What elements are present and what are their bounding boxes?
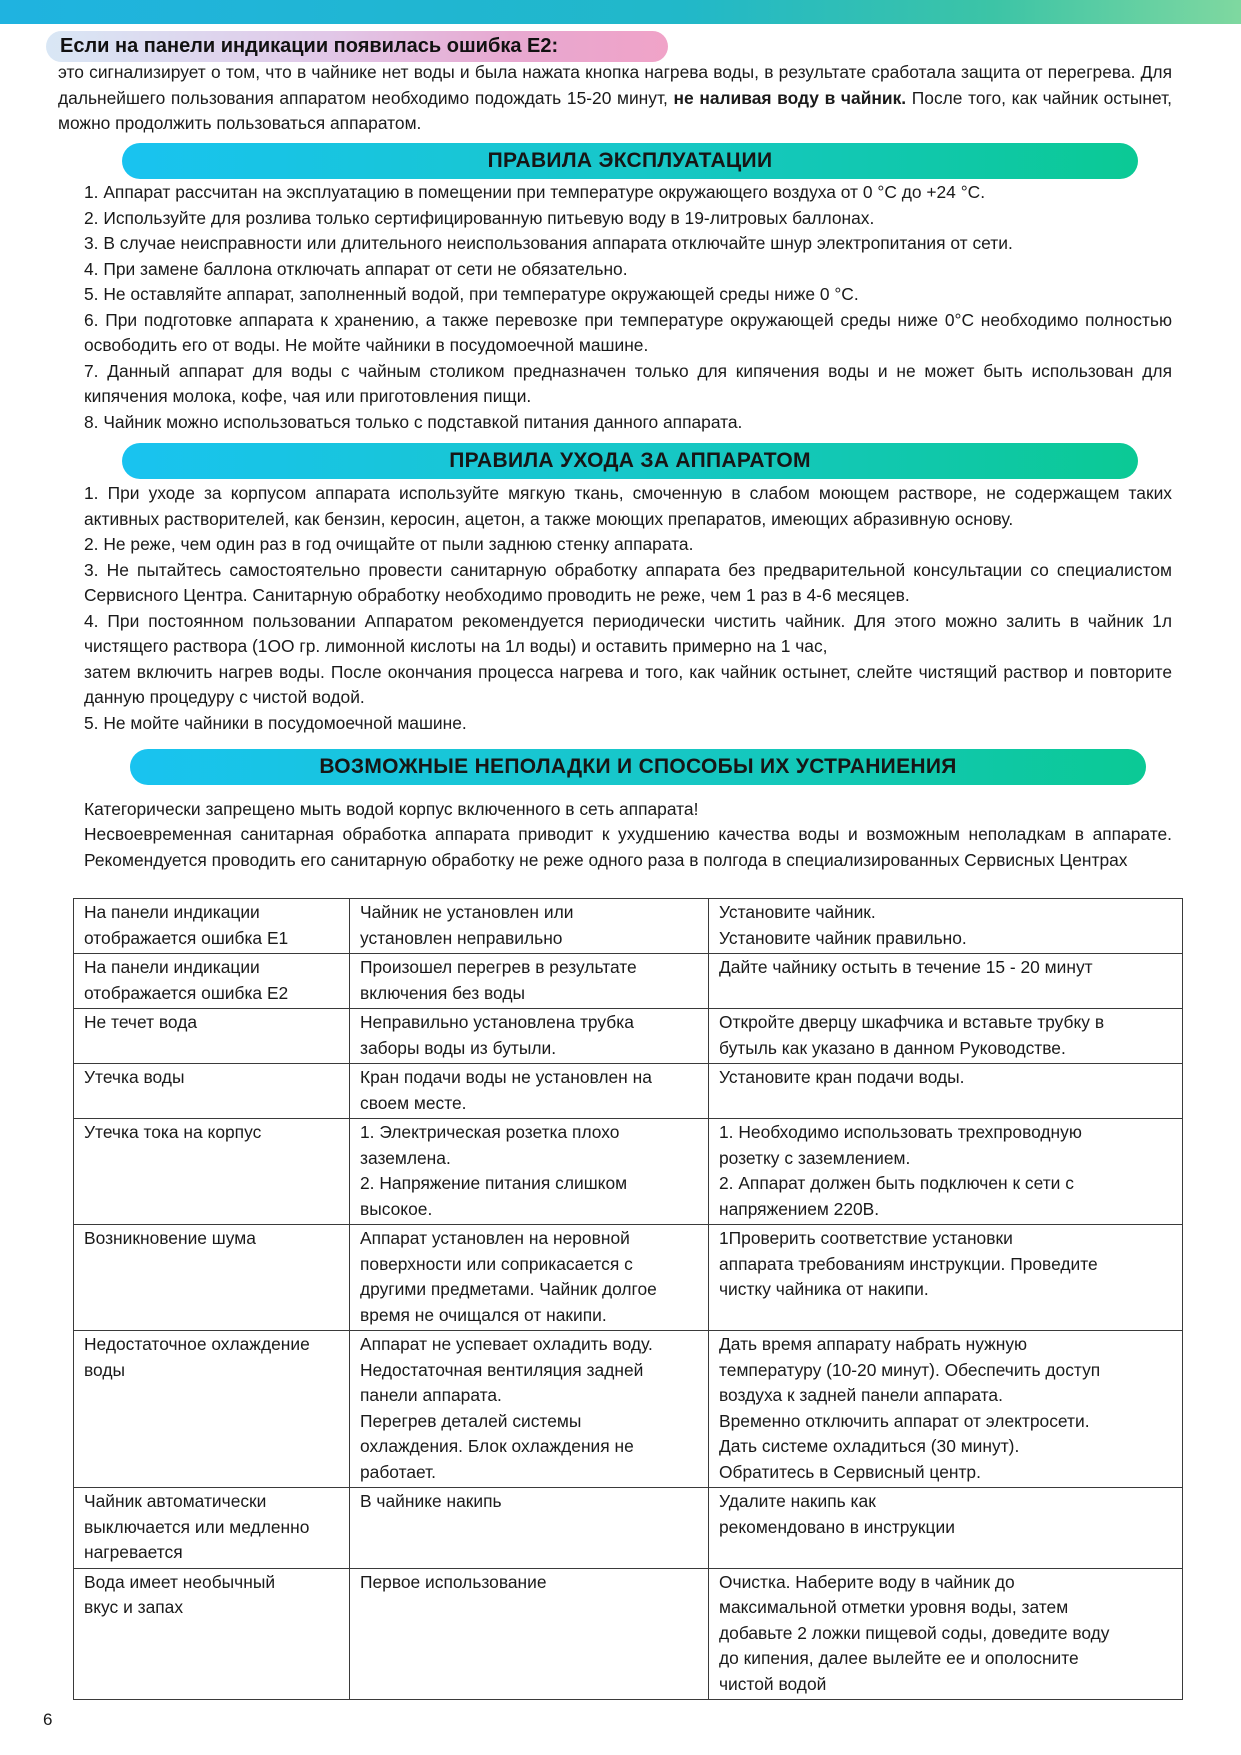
care-item: 3. Не пытайтесь самостоятельно провести санитарную обработку аппарата без предварительной консультации со специалистом Сервисного Центра. Санитарную обработку необходимо проводить не реже, чем 1 раз в 4-6 месяцев. bbox=[84, 559, 1172, 605]
problem-cell: Возникновение шума bbox=[74, 1225, 350, 1331]
warning-wash: Категорически запрещено мыть водой корпус включенного в сеть аппарата! bbox=[84, 799, 699, 819]
section-title-care: ПРАВИЛА УХОДА ЗА АППАРАТОМ bbox=[122, 443, 1138, 479]
solution-cell: Удалите накипь как рекомендовано в инструкции bbox=[709, 1488, 1183, 1569]
cause-cell: Чайник не установлен или установлен неправильно bbox=[350, 899, 709, 954]
cause-cell: В чайнике накипь bbox=[350, 1488, 709, 1569]
problem-cell: Утечка воды bbox=[74, 1064, 350, 1119]
table-row bbox=[74, 899, 1183, 954]
rules-item: 8. Чайник можно использоваться только с подставкой питания данного аппарата. bbox=[84, 411, 743, 432]
cause-cell: Аппарат не успевает охладить воду. Недостаточная вентиляция задней панели аппарата. Перегрев деталей системы охлаждения. Блок охлаждения не работает. bbox=[350, 1331, 709, 1488]
solution-cell: Установите чайник. Установите чайник правильно. bbox=[709, 899, 1183, 954]
solution-cell: Очистка. Наберите воду в чайник до максимальной отметки уровня воды, затем добавьте 2 ложки пищевой соды, доведите воду до кипения, далее вылейте ее и ополосните чистой водой bbox=[709, 1568, 1183, 1700]
cause-cell: Аппарат установлен на неровной поверхности или соприкасается с другими предметами. Чайник долгое время не очищался от накипи. bbox=[350, 1225, 709, 1331]
e2-text-bold: не наливая воду в чайник. bbox=[673, 87, 907, 108]
solution-cell: 1. Необходимо использовать трехпроводную розетку с заземлением. 2. Аппарат должен быть подключен к сети с напряжением 220В. bbox=[709, 1119, 1183, 1225]
cause-cell: 1. Электрическая розетка плохо заземлена. 2. Напряжение питания слишком высокое. bbox=[350, 1119, 709, 1225]
problem-cell: Утечка тока на корпус bbox=[74, 1119, 350, 1225]
care-item: затем включить нагрев воды. После окончания процесса нагрева и того, как чайник остынет, слейте чистящий раствор и повторите данную процедуру с чистой водой. bbox=[84, 661, 1172, 707]
rules-item: 4. При замене баллона отключать аппарат от сети не обязательно. bbox=[84, 258, 628, 279]
solution-cell: 1Проверить соответствие установки аппарата требованиям инструкции. Проведите чистку чайника от накипи. bbox=[709, 1225, 1183, 1331]
solution-cell: Установите кран подачи воды. bbox=[709, 1064, 1183, 1119]
e2-text-end: После того, как чайник остынет, можно продолжить пользоваться аппаратом. bbox=[58, 87, 1172, 133]
rules-item: 7. Данный аппарат для воды с чайным столиком предназначен только для кипячения воды и не может быть использован для кипячения молока, кофе, чая или приготовления пищи. bbox=[84, 360, 1172, 406]
rules-list bbox=[84, 180, 1172, 435]
rules-item: 6. При подготовке аппарата к хранению, а также перевозке при температуре окружающей среды ниже 0°С необходимо полностью освободить его от воды. Не мойте чайники в посудомоечной машине. bbox=[84, 309, 1172, 355]
table-row bbox=[74, 1009, 1183, 1064]
problem-cell: Чайник автоматически выключается или медленно нагревается bbox=[74, 1488, 350, 1569]
e2-text-start: это сигнализирует о том, что в чайнике нет воды и была нажата кнопка нагрева воды, в результате сработала защита от перегрева. Для дальнейшего пользования аппаратом необходимо подождать 15-20 минут, bbox=[58, 62, 1172, 108]
care-item: 1. При уходе за корпусом аппарата используйте мягкую ткань, смоченную в слабом моющем растворе, не содержащем таких активных растворителей, как бензин, керосин, ацетон, а также моющих препаратов, имеющих абразивную основу. bbox=[84, 483, 1172, 529]
care-item: 2. Не реже, чем один раз в год очищайте от пыли заднюю стенку аппарата. bbox=[84, 534, 694, 554]
e2-heading: Если на панели индикации появилась ошибка Е2: bbox=[46, 31, 668, 62]
table-row bbox=[74, 1064, 1183, 1119]
table-row bbox=[74, 1568, 1183, 1700]
table-row bbox=[74, 1119, 1183, 1225]
table-row bbox=[74, 1488, 1183, 1569]
table-row bbox=[74, 1331, 1183, 1488]
care-item: 4. При постоянном пользовании Аппаратом рекомендуется периодически чистить чайник. Для этого можно залить в чайник 1л чистящего раствора (1ОО гр. лимонной кислоты на 1л воды) и оставить примерно на 1 час, bbox=[84, 610, 1172, 656]
table-row bbox=[74, 954, 1183, 1009]
warning-sanitation: Несвоевременная санитарная обработка аппарата приводит к ухудшению качества воды и возможным неполадкам в аппарате. Рекомендуется проводить его санитарную обработку не реже одного раза в полгода в специализированных Сервисных Центрах bbox=[84, 824, 1172, 870]
rules-item: 2. Используйте для розлива только сертифицированную питьевую воду в 19-литровых баллонах. bbox=[84, 207, 875, 228]
section-title-rules: ПРАВИЛА ЭКСПЛУАТАЦИИ bbox=[122, 143, 1138, 179]
problem-cell: Не течет вода bbox=[74, 1009, 350, 1064]
top-decorative-bar bbox=[0, 0, 1241, 24]
cause-cell: Неправильно установлена трубка заборы воды из бутыли. bbox=[350, 1009, 709, 1064]
solution-cell: Дайте чайнику остыть в течение 15 - 20 минут bbox=[709, 954, 1183, 1009]
care-item: 5. Не мойте чайники в посудомоечной машине. bbox=[84, 712, 467, 733]
page-number: 6 bbox=[43, 1710, 53, 1729]
cause-cell: Первое использование bbox=[350, 1568, 709, 1700]
cause-cell: Произошел перегрев в результате включения без воды bbox=[350, 954, 709, 1009]
problem-cell: На панели индикации отображается ошибка Е1 bbox=[74, 899, 350, 954]
solution-cell: Дать время аппарату набрать нужную температуру (10-20 минут). Обеспечить доступ воздуха к задней панели аппарата. Временно отключить аппарат от электросети. Дать системе охладиться (30 минут). Обратитесь в Сервисный центр. bbox=[709, 1331, 1183, 1488]
e2-paragraph bbox=[58, 60, 1172, 137]
section-title-trouble: ВОЗМОЖНЫЕ НЕПОЛАДКИ И СПОСОБЫ ИХ УСТРАНИЕНИЯ bbox=[130, 749, 1146, 785]
rules-item: 3. В случае неисправности или длительного неиспользования аппарата отключайте шнур электропитания от сети. bbox=[84, 233, 1013, 253]
problem-cell: На панели индикации отображается ошибка Е2 bbox=[74, 954, 350, 1009]
cause-cell: Кран подачи воды не установлен на своем месте. bbox=[350, 1064, 709, 1119]
problem-cell: Вода имеет необычный вкус и запах bbox=[74, 1568, 350, 1700]
troubleshooting-table bbox=[73, 898, 1183, 1700]
problem-cell: Недостаточное охлаждение воды bbox=[74, 1331, 350, 1488]
rules-item: 1. Аппарат рассчитан на эксплуатацию в помещении при температуре окружающего воздуха от 0 °С до +24 °С. bbox=[84, 182, 986, 202]
troubleshooting-table-body bbox=[74, 899, 1183, 1700]
solution-cell: Откройте дверцу шкафчика и вставьте трубку в бутыль как указано в данном Руководстве. bbox=[709, 1009, 1183, 1064]
rules-item: 5. Не оставляйте аппарат, заполненный водой, при температуре окружающей среды ниже 0 °С. bbox=[84, 284, 859, 304]
table-row bbox=[74, 1225, 1183, 1331]
care-list bbox=[84, 481, 1172, 736]
